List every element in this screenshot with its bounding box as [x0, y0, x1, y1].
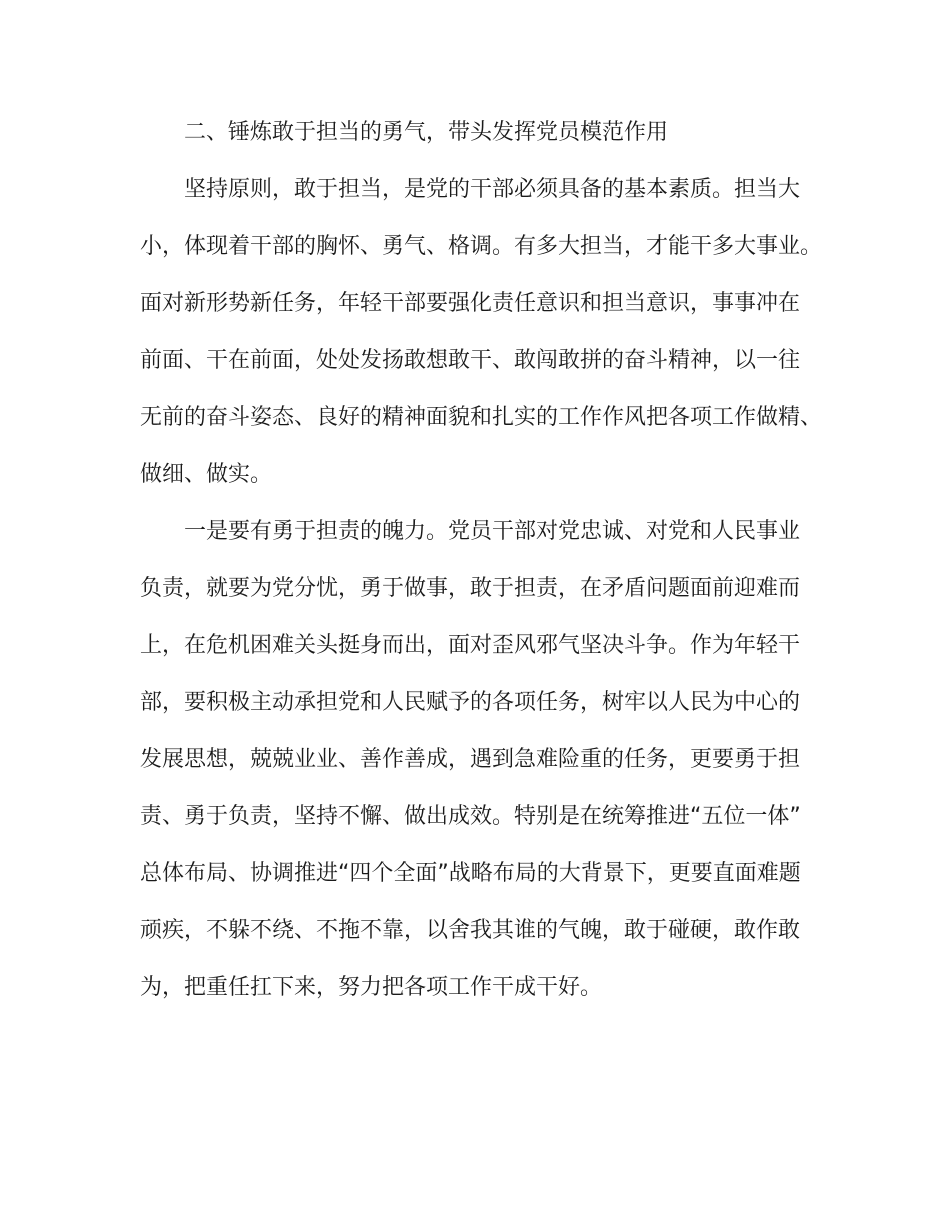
section-heading: 二、锤炼敢于担当的勇气，带头发挥党员模范作用 — [184, 120, 669, 145]
paragraph-2-line: 为，把重任扛下来，努力把各项工作干成干好。 — [140, 975, 603, 1000]
paragraph-2 — [140, 503, 810, 1016]
paragraph-2-line: 部，要积极主动承担党和人民赋予的各项任务，树牢以人民为中心的 — [140, 690, 801, 715]
paragraph-1-line: 前面、干在前面，处处发扬敢想敢干、敢闯敢拼的奋斗精神，以一往 — [140, 348, 801, 373]
paragraph-2-line: 总体布局、协调推进“四个全面”战略布局的大背景下，更要直面难题 — [140, 861, 801, 886]
paragraph-1-line: 做细、做实。 — [140, 462, 273, 487]
paragraph-1 — [140, 161, 823, 503]
paragraph-1-line: 无前的奋斗姿态、良好的精神面貌和扎实的工作作风把各项工作做精、 — [140, 405, 823, 430]
paragraph-1-line: 面对新形势新任务，年轻干部要强化责任意识和担当意识，事事冲在 — [140, 291, 801, 316]
paragraph-2-line: 责、勇于负责，坚持不懈、做出成效。特别是在统筹推进“五位一体” — [140, 804, 801, 829]
paragraph-2-line: 一是要有勇于担责的魄力。党员干部对党忠诚、对党和人民事业 — [184, 519, 801, 544]
paragraph-2-line: 上，在危机困难关头挺身而出，面对歪风邪气坚决斗争。作为年轻干 — [140, 633, 801, 658]
paragraph-2-line: 顽疾，不躲不绕、不拖不靠，以舍我其谁的气魄，敢于碰硬，敢作敢 — [140, 918, 801, 943]
paragraph-2-line: 负责，就要为党分忧，勇于做事，敢于担责，在矛盾问题面前迎难而 — [140, 576, 801, 601]
paragraph-1-line: 小，体现着干部的胸怀、勇气、格调。有多大担当，才能干多大事业。 — [140, 234, 823, 259]
paragraph-1-line: 坚持原则，敢于担当，是党的干部必须具备的基本素质。担当大 — [184, 177, 801, 202]
document-page — [140, 104, 823, 1016]
paragraph-2-line: 发展思想，兢兢业业、善作善成，遇到急难险重的任务，更要勇于担 — [140, 747, 801, 772]
